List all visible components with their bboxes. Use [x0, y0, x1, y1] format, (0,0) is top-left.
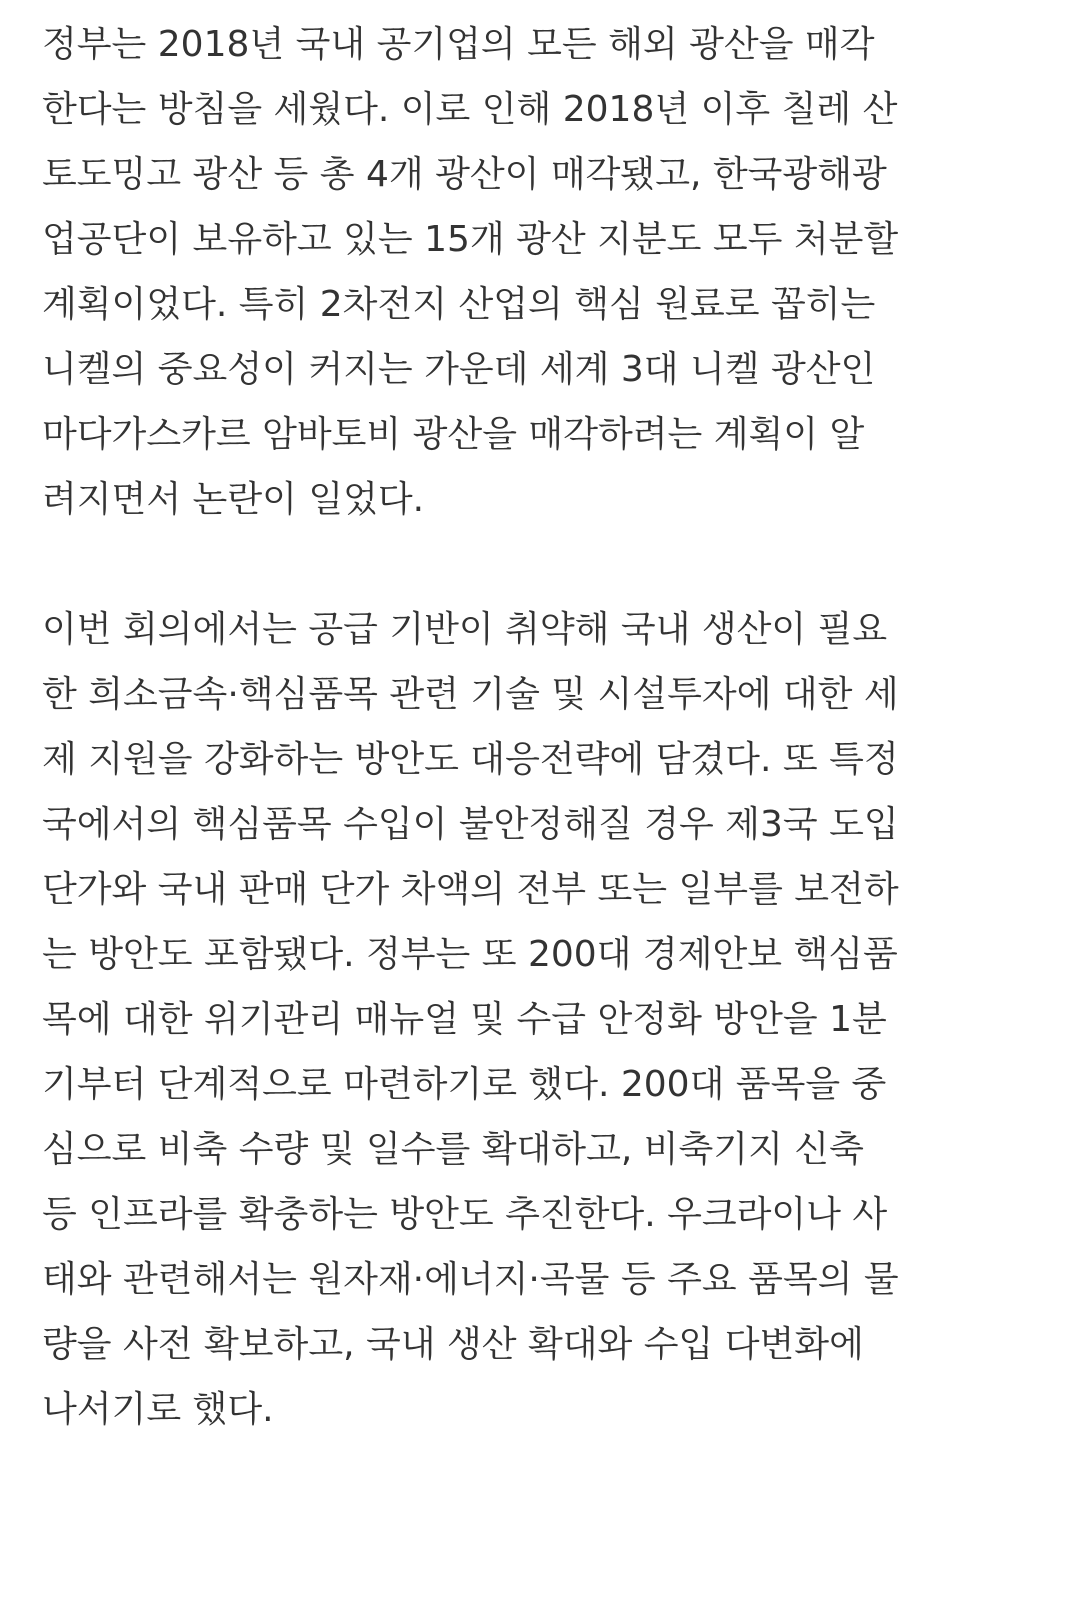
text-line: 태와 관련해서는 원자재·에너지·곡물 등 주요 품목의 물 — [42, 1259, 899, 1300]
text-line: 기부터 단계적으로 마련하기로 했다. 200대 품목을 중 — [42, 1064, 887, 1105]
paragraph-gap — [42, 532, 1052, 597]
article-body — [42, 12, 1052, 1442]
text-line: 등 인프라를 확충하는 방안도 추진한다. 우크라이나 사 — [42, 1194, 888, 1235]
text-line: 이번 회의에서는 공급 기반이 취약해 국내 생산이 필요 — [42, 609, 888, 650]
text-line: 토도밍고 광산 등 총 4개 광산이 매각됐고, 한국광해광 — [42, 154, 887, 195]
text-line: 계획이었다. 특히 2차전지 산업의 핵심 원료로 꼽히는 — [42, 284, 876, 325]
paragraph-2 — [42, 597, 1052, 1442]
text-line: 한다는 방침을 세웠다. 이로 인해 2018년 이후 칠레 산 — [42, 89, 898, 130]
text-line: 마다가스카르 암바토비 광산을 매각하려는 계획이 알 — [42, 414, 865, 455]
text-line: 니켈의 중요성이 커지는 가운데 세계 3대 니켈 광산인 — [42, 349, 876, 390]
text-line: 목에 대한 위기관리 매뉴얼 및 수급 안정화 방안을 1분 — [42, 999, 887, 1040]
text-line: 제 지원을 강화하는 방안도 대응전략에 담겼다. 또 특정 — [42, 739, 899, 780]
text-line: 정부는 2018년 국내 공기업의 모든 해외 광산을 매각 — [42, 24, 875, 65]
text-line: 량을 사전 확보하고, 국내 생산 확대와 수입 다변화에 — [42, 1324, 864, 1365]
text-line: 단가와 국내 판매 단가 차액의 전부 또는 일부를 보전하 — [42, 869, 899, 910]
text-line: 는 방안도 포함됐다. 정부는 또 200대 경제안보 핵심품 — [42, 934, 898, 975]
paragraph-1 — [42, 12, 1052, 532]
text-line: 업공단이 보유하고 있는 15개 광산 지분도 모두 처분할 — [42, 219, 899, 260]
text-line: 국에서의 핵심품목 수입이 불안정해질 경우 제3국 도입 — [42, 804, 899, 845]
text-line: 려지면서 논란이 일었다. — [42, 479, 425, 520]
text-line: 심으로 비축 수량 및 일수를 확대하고, 비축기지 신축 — [42, 1129, 864, 1170]
text-line: 나서기로 했다. — [42, 1389, 274, 1430]
text-line: 한 희소금속·핵심품목 관련 기술 및 시설투자에 대한 세 — [42, 674, 899, 715]
